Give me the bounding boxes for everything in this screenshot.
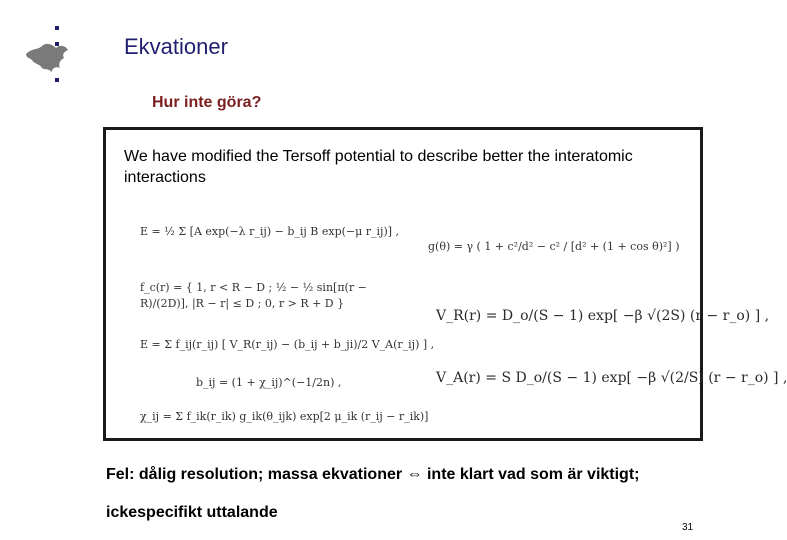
slide-title: Ekvationer (124, 34, 228, 59)
critique-text: Fel: dålig resolution; massa ekvationer ⇔ inte klart vad som är viktigt; ickespecifikt uttalande (106, 466, 640, 521)
university-logo (22, 24, 74, 96)
box-description: We have modified the Tersoff potential to describe better the interatomic interactions (124, 148, 633, 186)
equation-total-energy: E = ½ Σ [A exp(−λ r_ij) − b_ij B exp(−μ r_ij)] , (140, 225, 400, 238)
equation-angular: g(θ) = γ ( 1 + c²/d² − c² / [d² + (1 + cos θ)²] ) (428, 240, 680, 253)
equation-cutoff-function: f_c(r) = { 1, r < R − D ; ½ − ½ sin[π(r − R)/(2D)], |R − r| ≤ D ; 0, r > R + D } (140, 281, 367, 310)
equation-chi: χ_ij = Σ f_ik(r_ik) g_ik(θ_ijk) exp[2 μ_ik (r_ij − r_ik)] (140, 410, 429, 423)
page-number: 31 (682, 522, 694, 533)
equation-energy-sum: E = Σ f_ij(r_ij) [ V_R(r_ij) − (b_ij + b_ji)/2 V_A(r_ij) ] , (140, 338, 435, 351)
slide-subtitle: Hur inte göra? (152, 94, 262, 111)
equation-screenshot-box (103, 127, 787, 441)
equation-repulsive: V_R(r) = D_o/(S − 1) exp[ −β √(2S) (r − r_o) ] , (436, 308, 770, 324)
equation-bond-order: b_ij = (1 + χ_ij)^(−1/2n) , (196, 376, 342, 389)
equation-attractive: V_A(r) = S D_o/(S − 1) exp[ −β √(2/S) (r − r_o) ] , (436, 370, 787, 386)
